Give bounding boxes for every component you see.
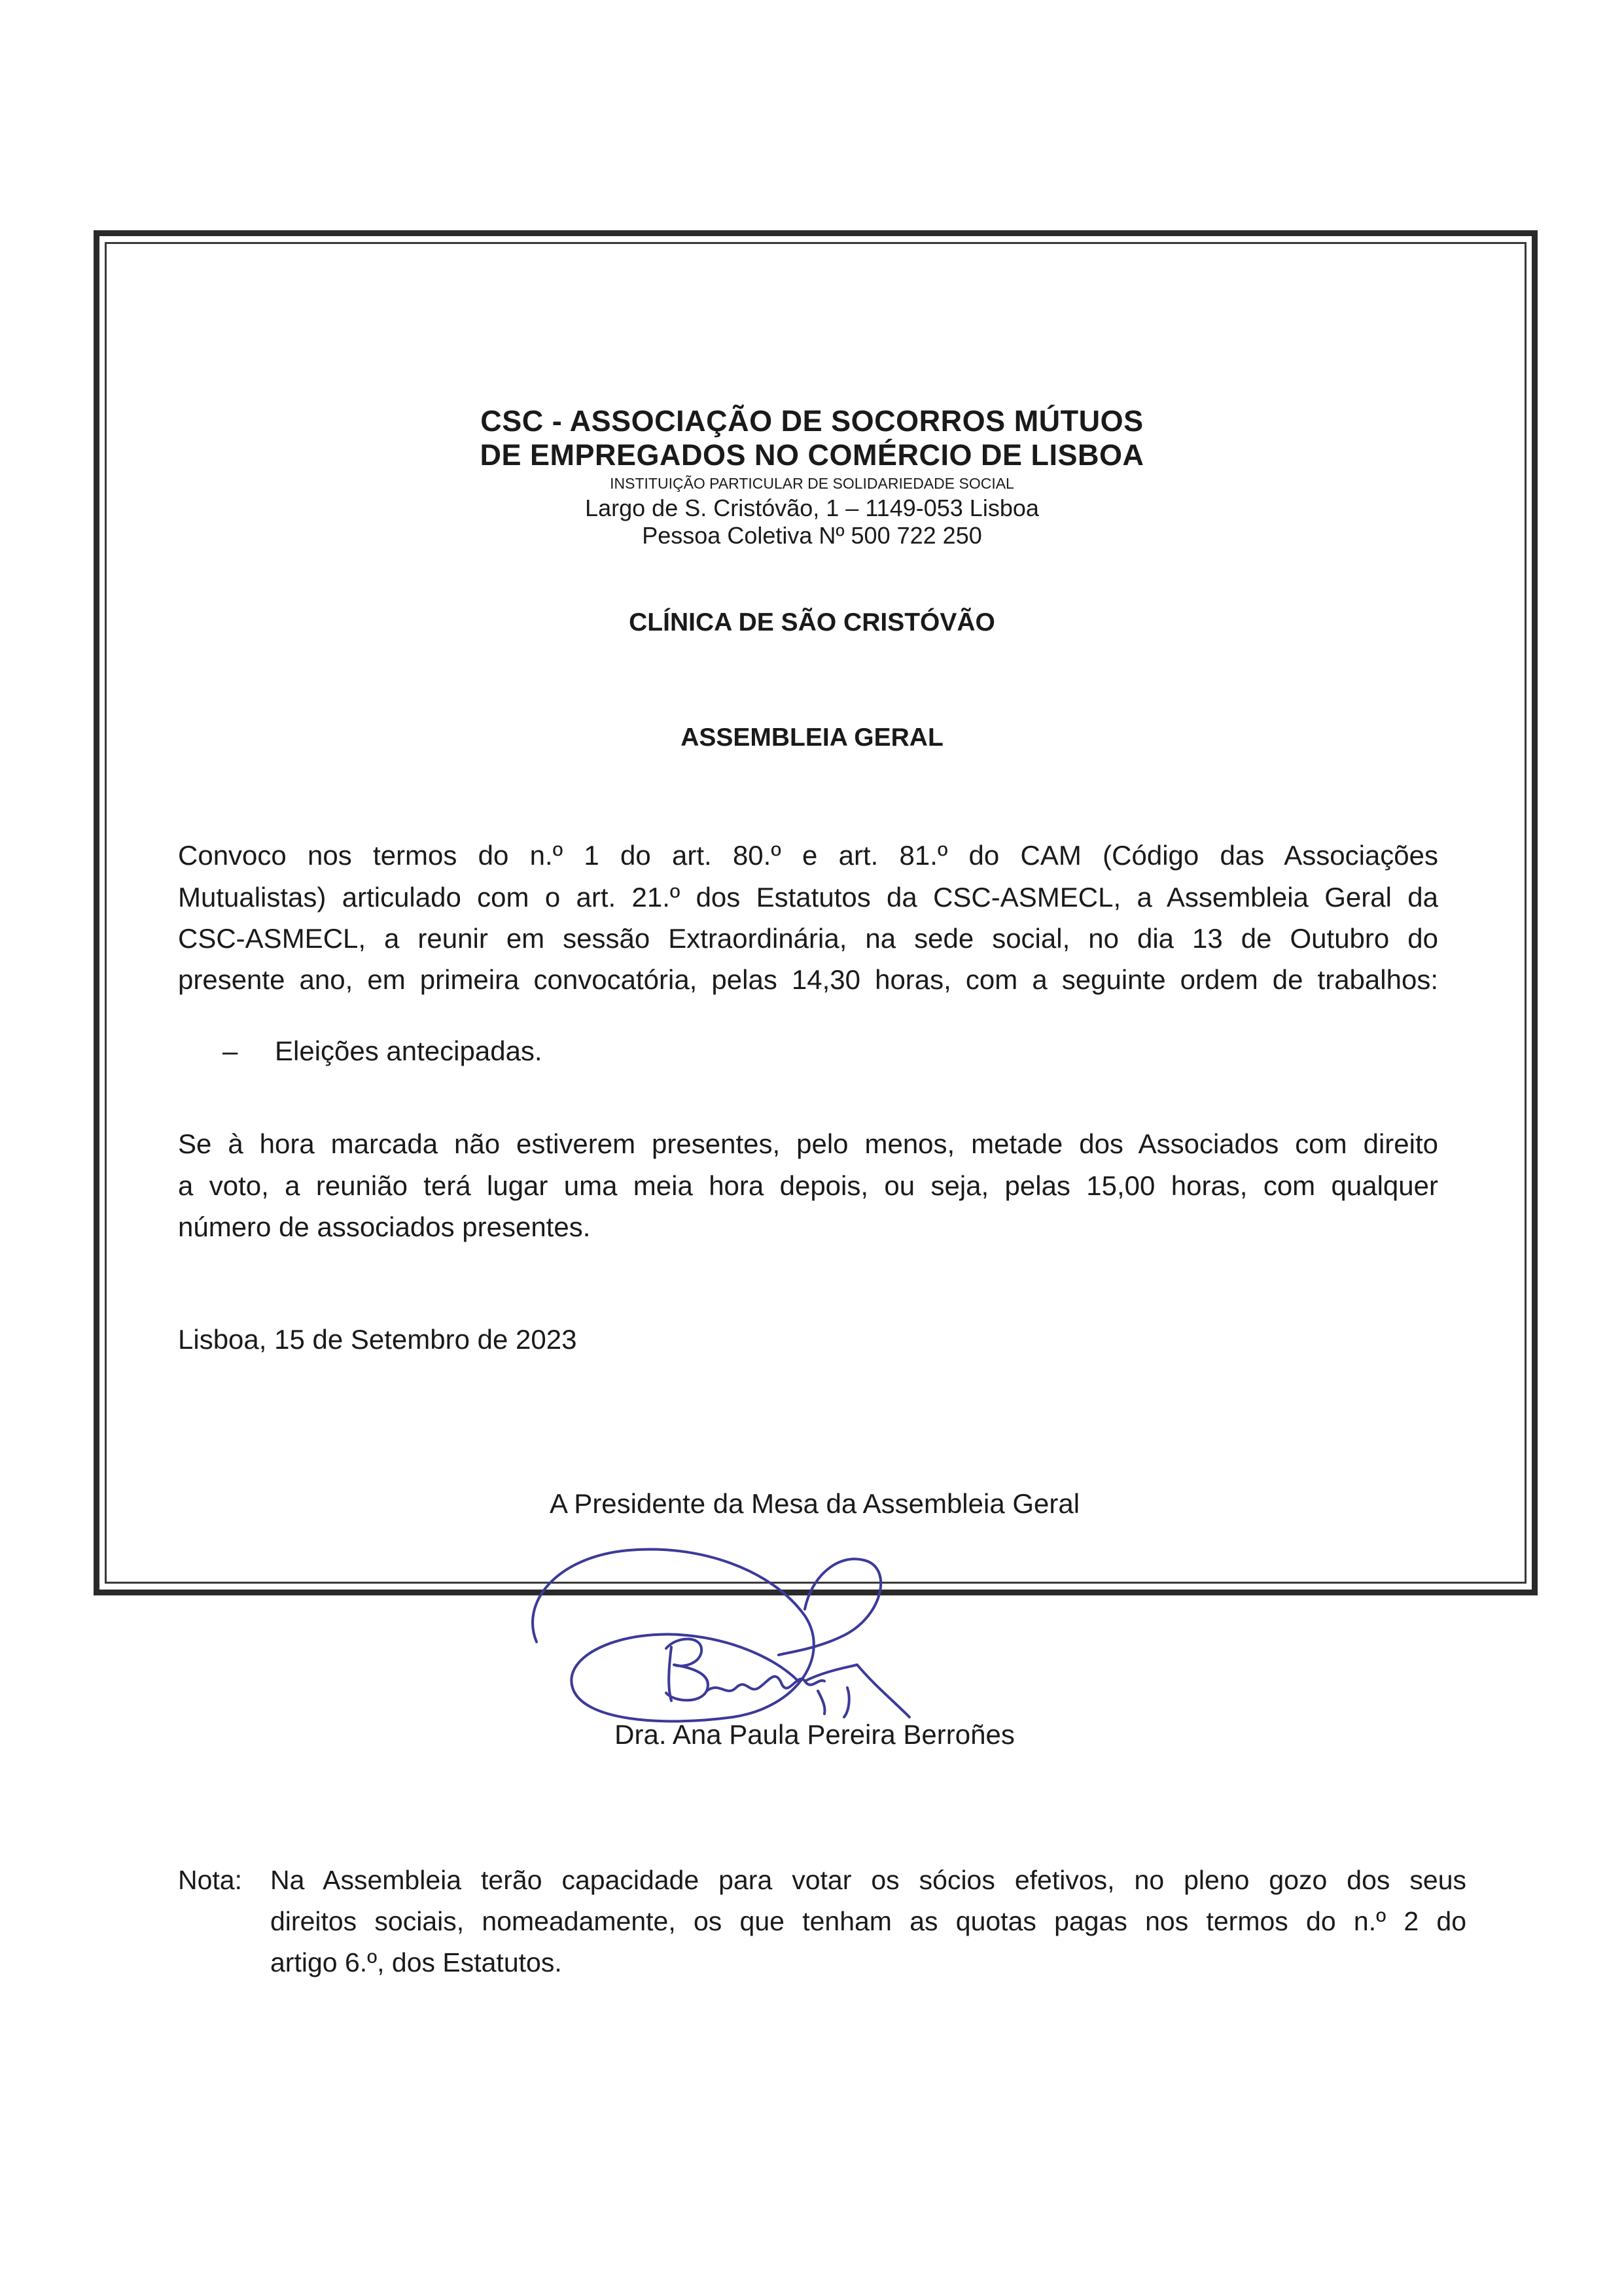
note-line: direitos sociais, nomeadamente, os que tenham as quotas pagas nos termos do n.º 2 do: [270, 1906, 1466, 1936]
org-name-line1: CSC - ASSOCIAÇÃO DE SOCORROS MÚTUOS: [480, 404, 1144, 438]
signatory-name: Dra. Ana Paula Pereira Berroñes: [614, 1719, 1015, 1750]
org-name-line2: DE EMPREGADOS NO COMÉRCIO DE LISBOA: [480, 438, 1144, 472]
meeting-title: ASSEMBLEIA GERAL: [680, 723, 944, 752]
convocation-line: Convoco nos termos do n.º 1 do art. 80.º e art. 81.º do CAM (Código das Associações: [178, 840, 1438, 871]
note-line: Na Assembleia terão capacidade para votar os sócios efetivos, no pleno gozo dos seus: [270, 1865, 1466, 1895]
org-tax-id: Pessoa Coletiva Nº 500 722 250: [642, 522, 982, 549]
note-line: artigo 6.º, dos Estatutos.: [270, 1947, 562, 1977]
quorum-line: a voto, a reunião terá lugar uma meia hora depois, ou seja, pelas 15,00 horas, com qualquer: [178, 1170, 1438, 1201]
clinic-title: CLÍNICA DE SÃO CRISTÓVÃO: [629, 608, 995, 636]
agenda-bullet: –: [222, 1035, 238, 1066]
quorum-line: Se à hora marcada não estiverem presentes, pelo menos, metade dos Associados com direito: [178, 1128, 1438, 1159]
org-address: Largo de S. Cristóvão, 1 – 1149-053 Lisboa: [585, 495, 1039, 521]
quorum-line: número de associados presentes.: [178, 1211, 591, 1242]
signatory-role: A Presidente da Mesa da Assembleia Geral: [549, 1488, 1080, 1519]
place-date: Lisboa, 15 de Setembro de 2023: [178, 1324, 577, 1355]
convocation-line: presente ano, em primeira convocatória, pelas 14,30 horas, com a seguinte ordem de trabalhos:: [178, 964, 1438, 995]
note-label: Nota:: [178, 1865, 242, 1895]
org-subtitle: INSTITUIÇÃO PARTICULAR DE SOLIDARIEDADE SOCIAL: [610, 475, 1014, 492]
convocation-line: Mutualistas) articulado com o art. 21.º dos Estatutos da CSC-ASMECL, a Assembleia Geral da: [178, 882, 1438, 913]
convocation-line: CSC-ASMECL, a reunir em sessão Extraordinária, na sede social, no dia 13 de Outubro do: [178, 923, 1438, 954]
agenda-item: Eleições antecipadas.: [275, 1035, 542, 1066]
